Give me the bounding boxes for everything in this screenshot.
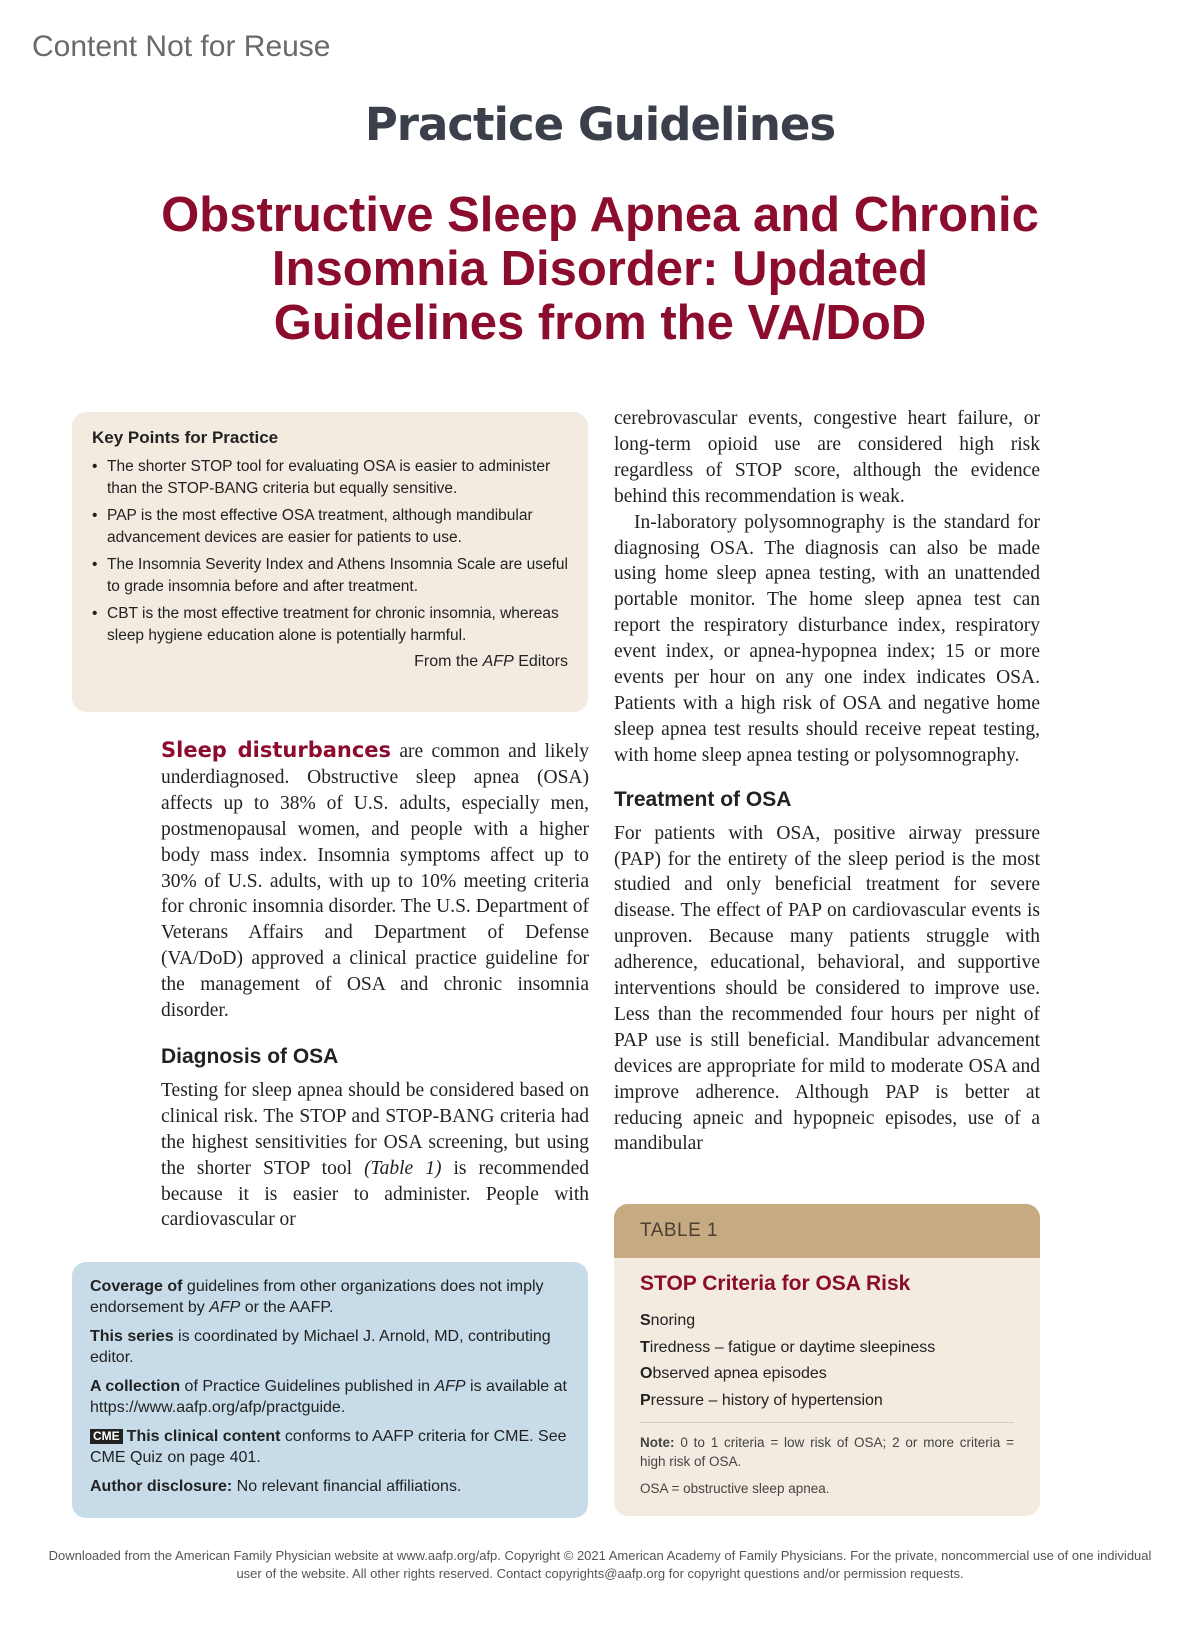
cme-bold: This clinical content bbox=[126, 1428, 281, 1445]
coverage-note bbox=[90, 1276, 570, 1318]
cme-badge: CME bbox=[90, 1429, 123, 1444]
source-suffix: Editors bbox=[513, 653, 568, 670]
collection-note bbox=[90, 1376, 570, 1418]
key-point-item: • The shorter STOP tool for evaluating OSA is easier to administer than the STOP-BANG criteria but equally sensitive. bbox=[92, 456, 568, 500]
table-row bbox=[640, 1335, 1014, 1362]
table-note bbox=[640, 1433, 1014, 1471]
cme-text: conforms to AAFP criteria for CME. See CME Quiz on page 401. bbox=[90, 1428, 567, 1466]
cme-note bbox=[90, 1426, 570, 1468]
row-text: iredness – fatigue or daytime sleepiness bbox=[649, 1338, 936, 1356]
series-text: is coordinated by Michael J. Arnold, MD, contributing editor. bbox=[90, 1328, 551, 1366]
table-abbreviation: OSA = obstructive sleep apnea. bbox=[640, 1481, 830, 1496]
note-label: Note: bbox=[640, 1435, 675, 1450]
lead-in: Sleep disturbances bbox=[161, 738, 392, 762]
left-column bbox=[161, 738, 589, 1233]
table-row bbox=[640, 1361, 1014, 1388]
treatment-paragraph: For patients with OSA, positive airway pressure (PAP) for the entirety of the sleep period is the most studied and only beneficial treatment for severe disease. The effect of PAP on cardiovascular events is unproven. Because many patients struggle with adherence, educational, behavioral, and supportive interventions should be considered to improve use. Less than the recommended four hours per night of PAP use is still beneficial. Mandibular advancement devices are appropriate for mild to moderate OSA and improve adherence. Although PAP is better at reducing apneic and hypopneic episodes, use of a mandibular bbox=[614, 822, 1040, 1155]
intro-paragraph bbox=[161, 738, 589, 1024]
table-label: TABLE 1 bbox=[614, 1204, 1040, 1258]
disclosure-bold: Author disclosure: bbox=[90, 1478, 233, 1495]
collection-bold: A collection bbox=[90, 1378, 181, 1395]
key-point-item: • PAP is the most effective OSA treatment, although mandibular advancement devices are easier for patients to use. bbox=[92, 505, 568, 549]
collection-journal: AFP bbox=[434, 1378, 466, 1395]
diagnosis-text-b: is recommended because it is easier to administer. People with cardiovascular or bbox=[161, 1157, 589, 1231]
row-initial: P bbox=[640, 1391, 651, 1409]
key-points-title: Key Points for Practice bbox=[92, 428, 279, 447]
series-note bbox=[90, 1326, 570, 1368]
info-box bbox=[72, 1262, 588, 1518]
source-prefix: From the bbox=[414, 653, 483, 670]
key-points-source bbox=[92, 653, 568, 671]
row-text: ressure – history of hypertension bbox=[650, 1391, 883, 1409]
collection-text-b: is available at https://www.aafp.org/afp/practguide. bbox=[90, 1378, 567, 1416]
source-journal: AFP bbox=[482, 653, 514, 670]
table-title: STOP Criteria for OSA Risk bbox=[640, 1272, 911, 1295]
article-title: Obstructive Sleep Apnea and Chronic Insomnia Disorder: Updated Guidelines from the VA/DoD bbox=[161, 188, 1039, 350]
note-text: 0 to 1 criteria = low risk of OSA; 2 or more criteria = high risk of OSA. bbox=[640, 1435, 1014, 1469]
table-row bbox=[640, 1388, 1014, 1415]
key-points-box bbox=[72, 412, 588, 712]
diagnosis-continued: cerebrovascular events, congestive heart failure, or long-term opioid use are considered high risk regardless of STOP score, although the evidence behind this recommendation is weak. bbox=[614, 408, 1040, 507]
coverage-journal: AFP bbox=[209, 1299, 241, 1316]
row-initial: O bbox=[640, 1365, 653, 1382]
disclosure-note bbox=[90, 1476, 570, 1497]
watermark: Content Not for Reuse bbox=[32, 30, 331, 63]
coverage-text-a: guidelines from other organizations does not imply endorsement by bbox=[90, 1278, 544, 1316]
key-points-list bbox=[92, 456, 568, 647]
diagnosis-text-a: Testing for sleep apnea should be considered based on clinical risk. The STOP and STOP-BANG criteria had the highest sensitivities for OSA screening, but using the shorter STOP tool bbox=[161, 1079, 589, 1179]
table-1 bbox=[614, 1204, 1040, 1516]
row-text: bserved apnea episodes bbox=[652, 1365, 827, 1382]
disclosure-text: No relevant financial affiliations. bbox=[232, 1478, 462, 1495]
series-bold: This series bbox=[90, 1328, 174, 1345]
table-body bbox=[614, 1258, 1040, 1498]
row-initial: S bbox=[640, 1312, 651, 1329]
intro-text: are common and likely underdiagnosed. Obstructive sleep apnea (OSA) affects up to 38% of U.S. adults, especially men, postmenopausal women, and people with a higher body mass index. Insomnia symptoms affect up to 30% of U.S. adults, with up to 10% meeting criteria for chronic insomnia disorder. The U.S. Department of Veterans Affairs and Department of Defense (VA/DoD) approved a clinical practice guideline for the management of OSA and chronic insomnia disorder. bbox=[161, 741, 590, 1022]
table-reference: (Table 1) bbox=[364, 1157, 442, 1179]
row-initial: T bbox=[640, 1338, 650, 1356]
diagnosis-heading: Diagnosis of OSA bbox=[161, 1044, 339, 1068]
key-point-item: • CBT is the most effective treatment for chronic insomnia, whereas sleep hygiene education alone is potentially harmful. bbox=[92, 603, 568, 647]
diagnosis-paragraph bbox=[161, 1078, 589, 1233]
right-column bbox=[614, 406, 1040, 1157]
row-text: noring bbox=[650, 1312, 696, 1329]
table-row bbox=[640, 1308, 1014, 1335]
table-divider bbox=[640, 1422, 1014, 1423]
coverage-text-b: or the AAFP. bbox=[240, 1299, 334, 1316]
treatment-heading: Treatment of OSA bbox=[614, 787, 792, 811]
coverage-bold: Coverage of bbox=[90, 1278, 183, 1295]
section-title: Practice Guidelines bbox=[364, 98, 836, 151]
diagnosis-paragraph-2: In-laboratory polysomnography is the standard for diagnosing OSA. The diagnosis can also be made using home sleep apnea testing, with an unattended portable monitor. The home sleep apnea test can report the respiratory disturbance index, respiratory event index, or apnea-hypopnea index; 15 or more events per hour on any one index indicates OSA. Patients with a high risk of OSA and negative home sleep apnea test results should receive repeat testing, with home sleep apnea testing or polysomnography. bbox=[614, 511, 1040, 766]
collection-text-a: of Practice Guidelines published in bbox=[180, 1378, 435, 1395]
key-point-item: • The Insomnia Severity Index and Athens Insomnia Scale are useful to grade insomnia before and after treatment. bbox=[92, 554, 568, 598]
copyright-footer: Downloaded from the American Family Physician website at www.aafp.org/afp. Copyright © 2021 American Academy of Family Physicians. For the private, noncommercial use of one individual user of the website. All other rights reserved. Contact copyrights@aafp.org for copyright questions and/or permission requests. bbox=[48, 1548, 1152, 1581]
